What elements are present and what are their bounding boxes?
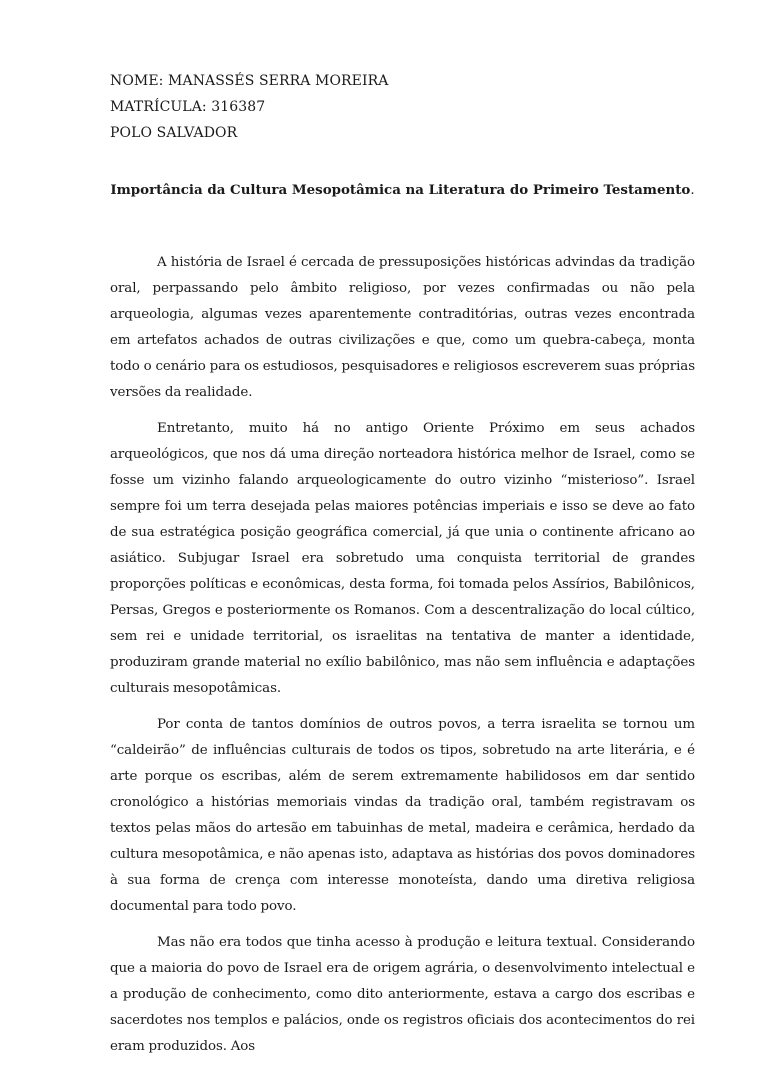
paragraph-4: Mas não era todos que tinha acesso à produção e leitura textual. Considerando que a maioria do povo de Israel era de origem agrária, o desenvolvimento intelectual e a produção de conhecimento, como dito anteriormente, estava a cargo dos escribas e sacerdotes nos templos e palácios, onde os registros oficiais dos acontecimentos do rei eram produzidos. Aos [110,935,695,1054]
document-body [110,250,695,1070]
paragraph-3: Por conta de tantos domínios de outros povos, a terra israelita se tornou um “caldeirão” de influências culturais de todos os tipos, sobretudo na arte literária, e é arte porque os escribas, além de serem extremamente habilidosos em dar sentido cronológico a histórias memoriais vindas da tradição oral, também registravam os textos pelas mãos do artesão em tabuinhas de metal, madeira e cerâmica, herdado da cultura mesopotâmica, e não apenas isto, adaptava as histórias dos povos dominadores à sua forma de crença com interesse monoteísta, dando uma diretiva religiosa documental para todo povo. [110,717,695,914]
paragraph-1: A história de Israel é cercada de pressuposições históricas advindas da tradição oral, perpassando pelo âmbito religioso, por vezes confirmadas ou não pela arqueologia, algumas vezes aparentemente contraditórias, outras vezes encontrada em artefatos achados de outras civilizações e que, como um quebra-cabeça, monta todo o cenário para os estudiosos, pesquisadores e religiosos escreverem suas próprias versões da realidade. [110,255,695,400]
student-header [110,68,670,146]
document-title-period: . [690,183,695,198]
student-campus: POLO SALVADOR [110,125,238,141]
student-enrollment: MATRÍCULA: 316387 [110,99,266,115]
paragraph-2: Entretanto, muito há no antigo Oriente Próximo em seus achados arqueológicos, que nos dá uma direção norteadora histórica melhor de Israel, como se fosse um vizinho falando arqueologicamente do outro vizinho “misterioso”. Israel sempre foi um terra desejada pelas maiores potências imperiais e isso se deve ao fato de sua estratégica posição geográfica comercial, já que unia o continente africano ao asiático. Subjugar Israel era sobretudo uma conquista territorial de grandes proporções políticas e econômicas, desta forma, foi tomada pelos Assírios, Babilônicos, Persas, Gregos e posteriormente os Romanos. Com a descentralização do local cúltico, sem rei e unidade territorial, os israelitas na tentativa de manter a identidade, produziram grande material no exílio babilônico, mas não sem influência e adaptações culturais mesopotâmicas. [110,421,695,696]
student-name: NOME: MANASSÉS SERRA MOREIRA [110,73,389,89]
document-title-text: Importância da Cultura Mesopotâmica na Literatura do Primeiro Testamento [110,182,691,198]
document-title [110,178,695,203]
